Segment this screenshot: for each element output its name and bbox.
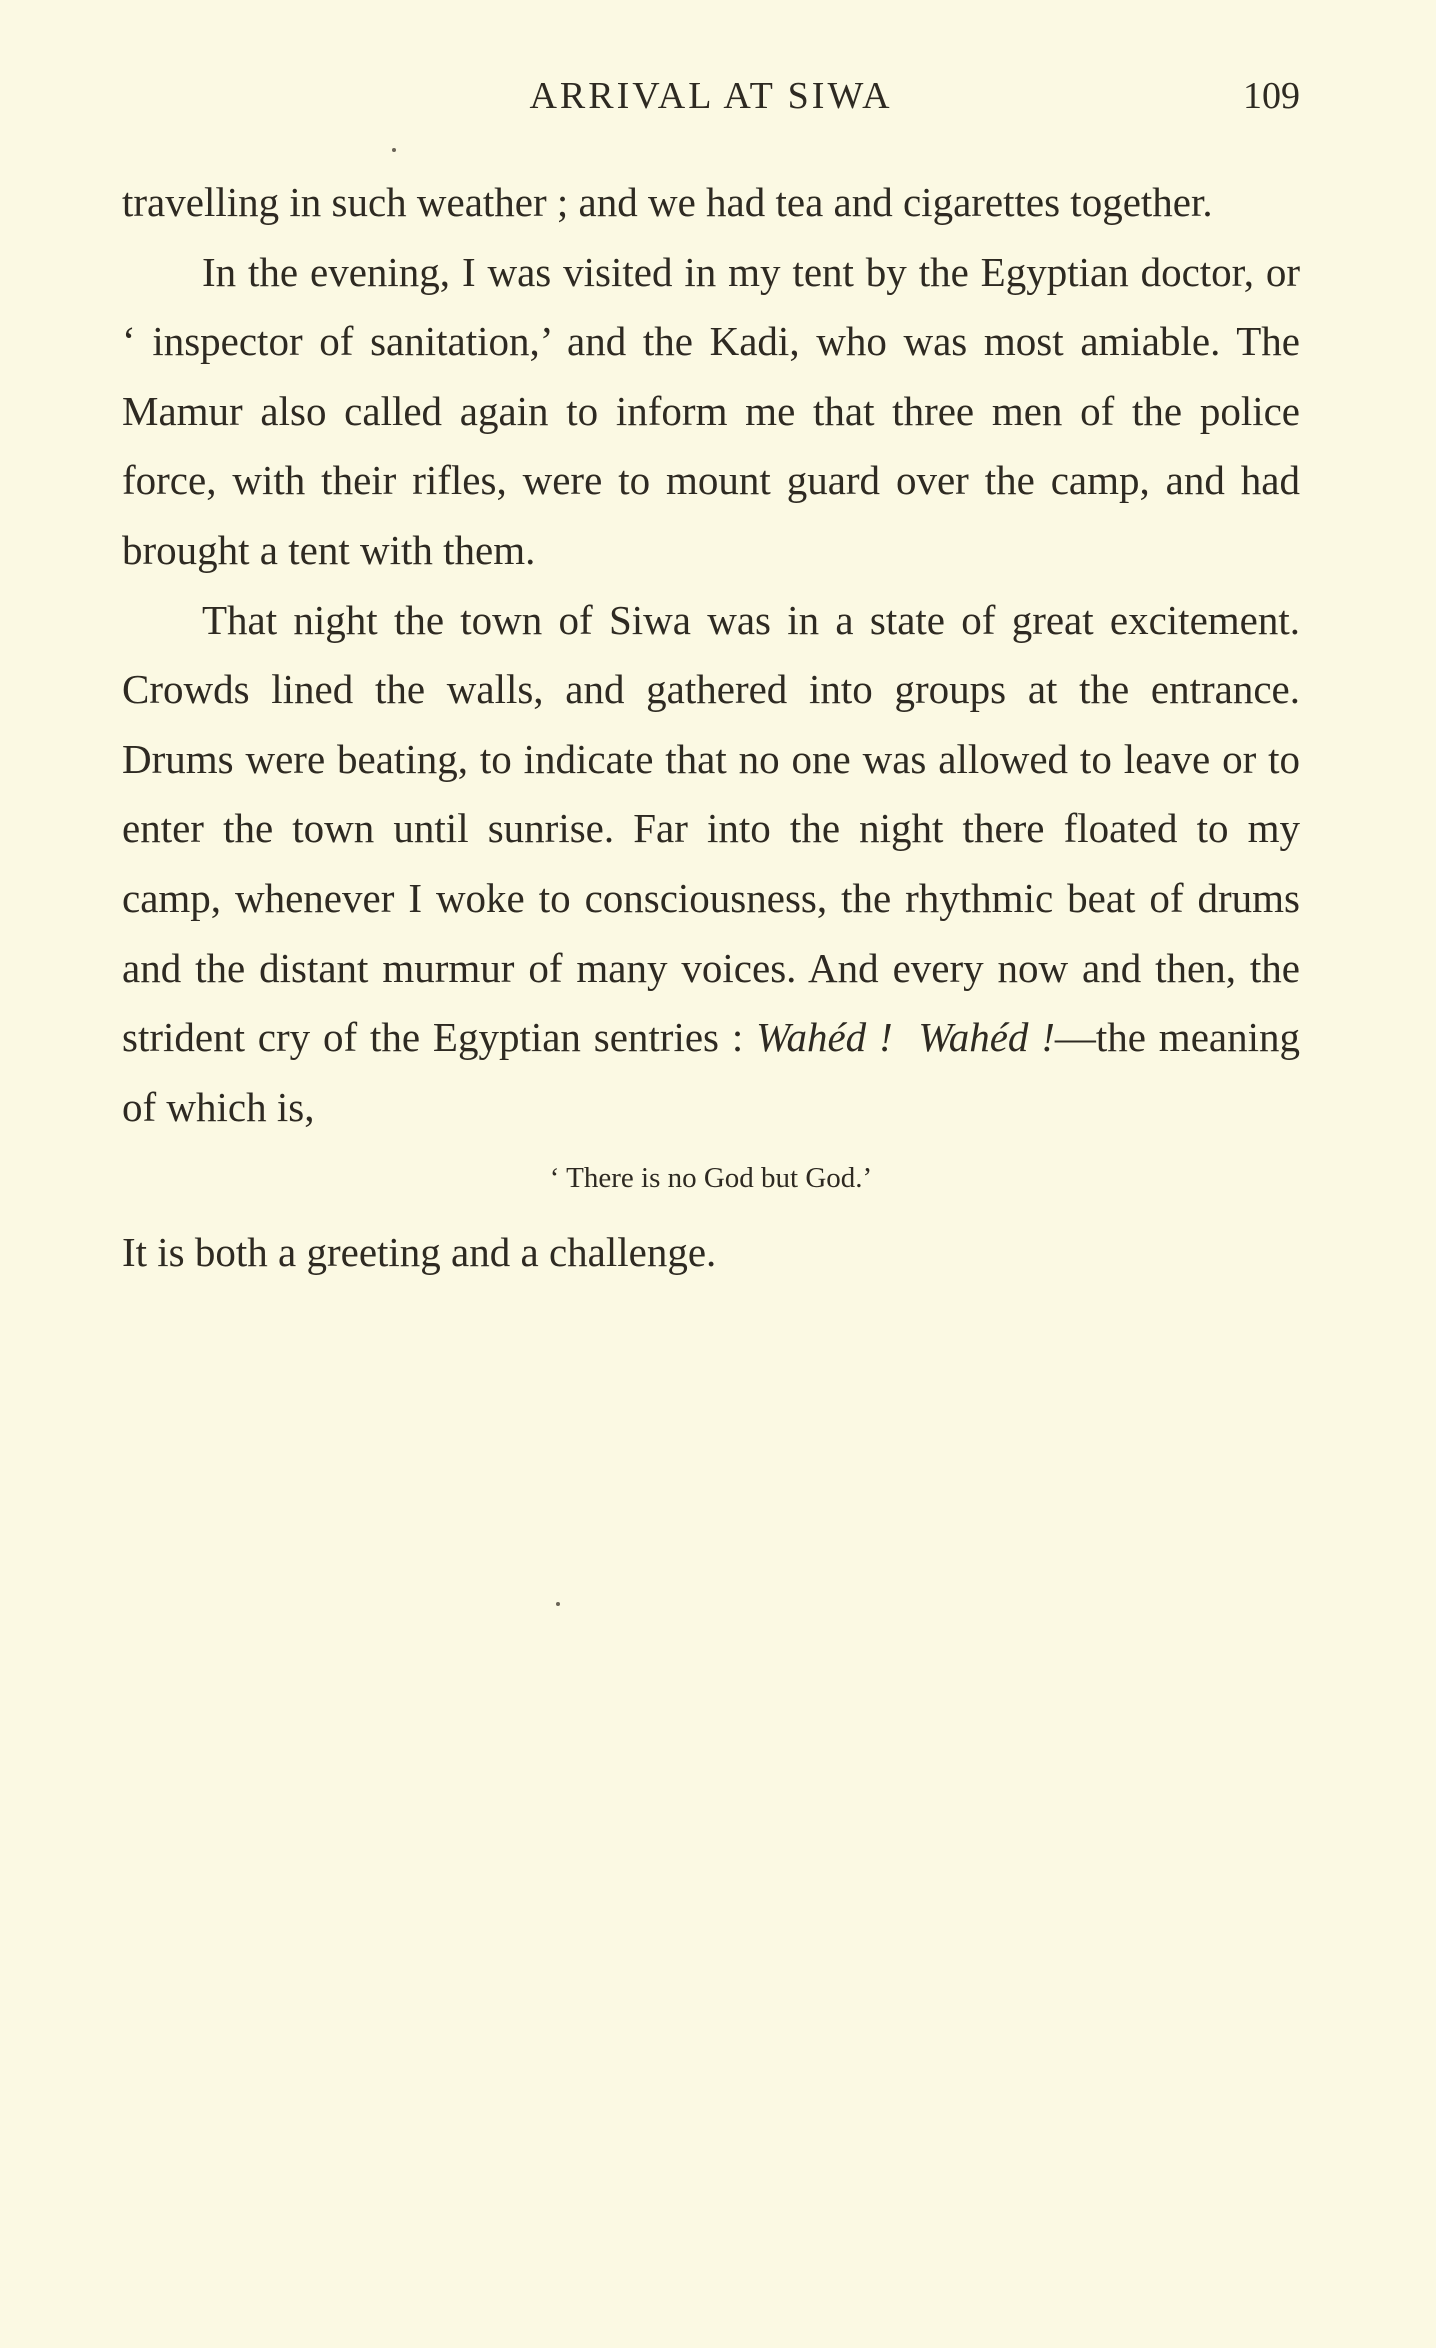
paragraph-3-end: —the meaning of which is,	[122, 1014, 1300, 1130]
paragraph-2: In the evening, I was visited in my tent by the Egyptian doctor, or ‘ inspector of sanitation,’ and the Kadi, who was most amiable. The Mamur also called again to inform me that three men of the police force, with their rifles, were to mount guard over the camp, and had brought a tent with them.	[122, 248, 1300, 573]
page-number: 109	[1243, 75, 1300, 117]
paragraph-3-start: That night the town of Siwa was in a state of great excitement. Crowds lined the walls, and gathered into groups at the entrance. Drums were beating, to indicate that no one was allowed to leave or to enter the town until sunrise. Far into the night there floated to my camp, whenever I woke to consciousness, the rhythmic beat of drums and the distant murmur of many voices. And every now and then, the strident cry of the Egyptian sentries :	[122, 596, 1300, 1061]
print-speck	[556, 1602, 560, 1606]
paragraph-3	[122, 586, 1300, 1143]
body-text	[122, 168, 1300, 1288]
page-header	[122, 74, 1300, 124]
wahed-word-2: Wahéd !	[918, 1014, 1055, 1061]
paragraph-1: travelling in such weather ; and we had tea and cigarettes together.	[122, 179, 1213, 225]
running-title: ARRIVAL AT SIWA	[529, 75, 893, 117]
wahed-word-1: Wahéd !	[756, 1014, 893, 1061]
print-speck	[392, 148, 396, 152]
block-quote: ‘ There is no God but God.’	[549, 1162, 873, 1195]
paragraph-4: It is both a greeting and a challenge.	[122, 1229, 717, 1276]
